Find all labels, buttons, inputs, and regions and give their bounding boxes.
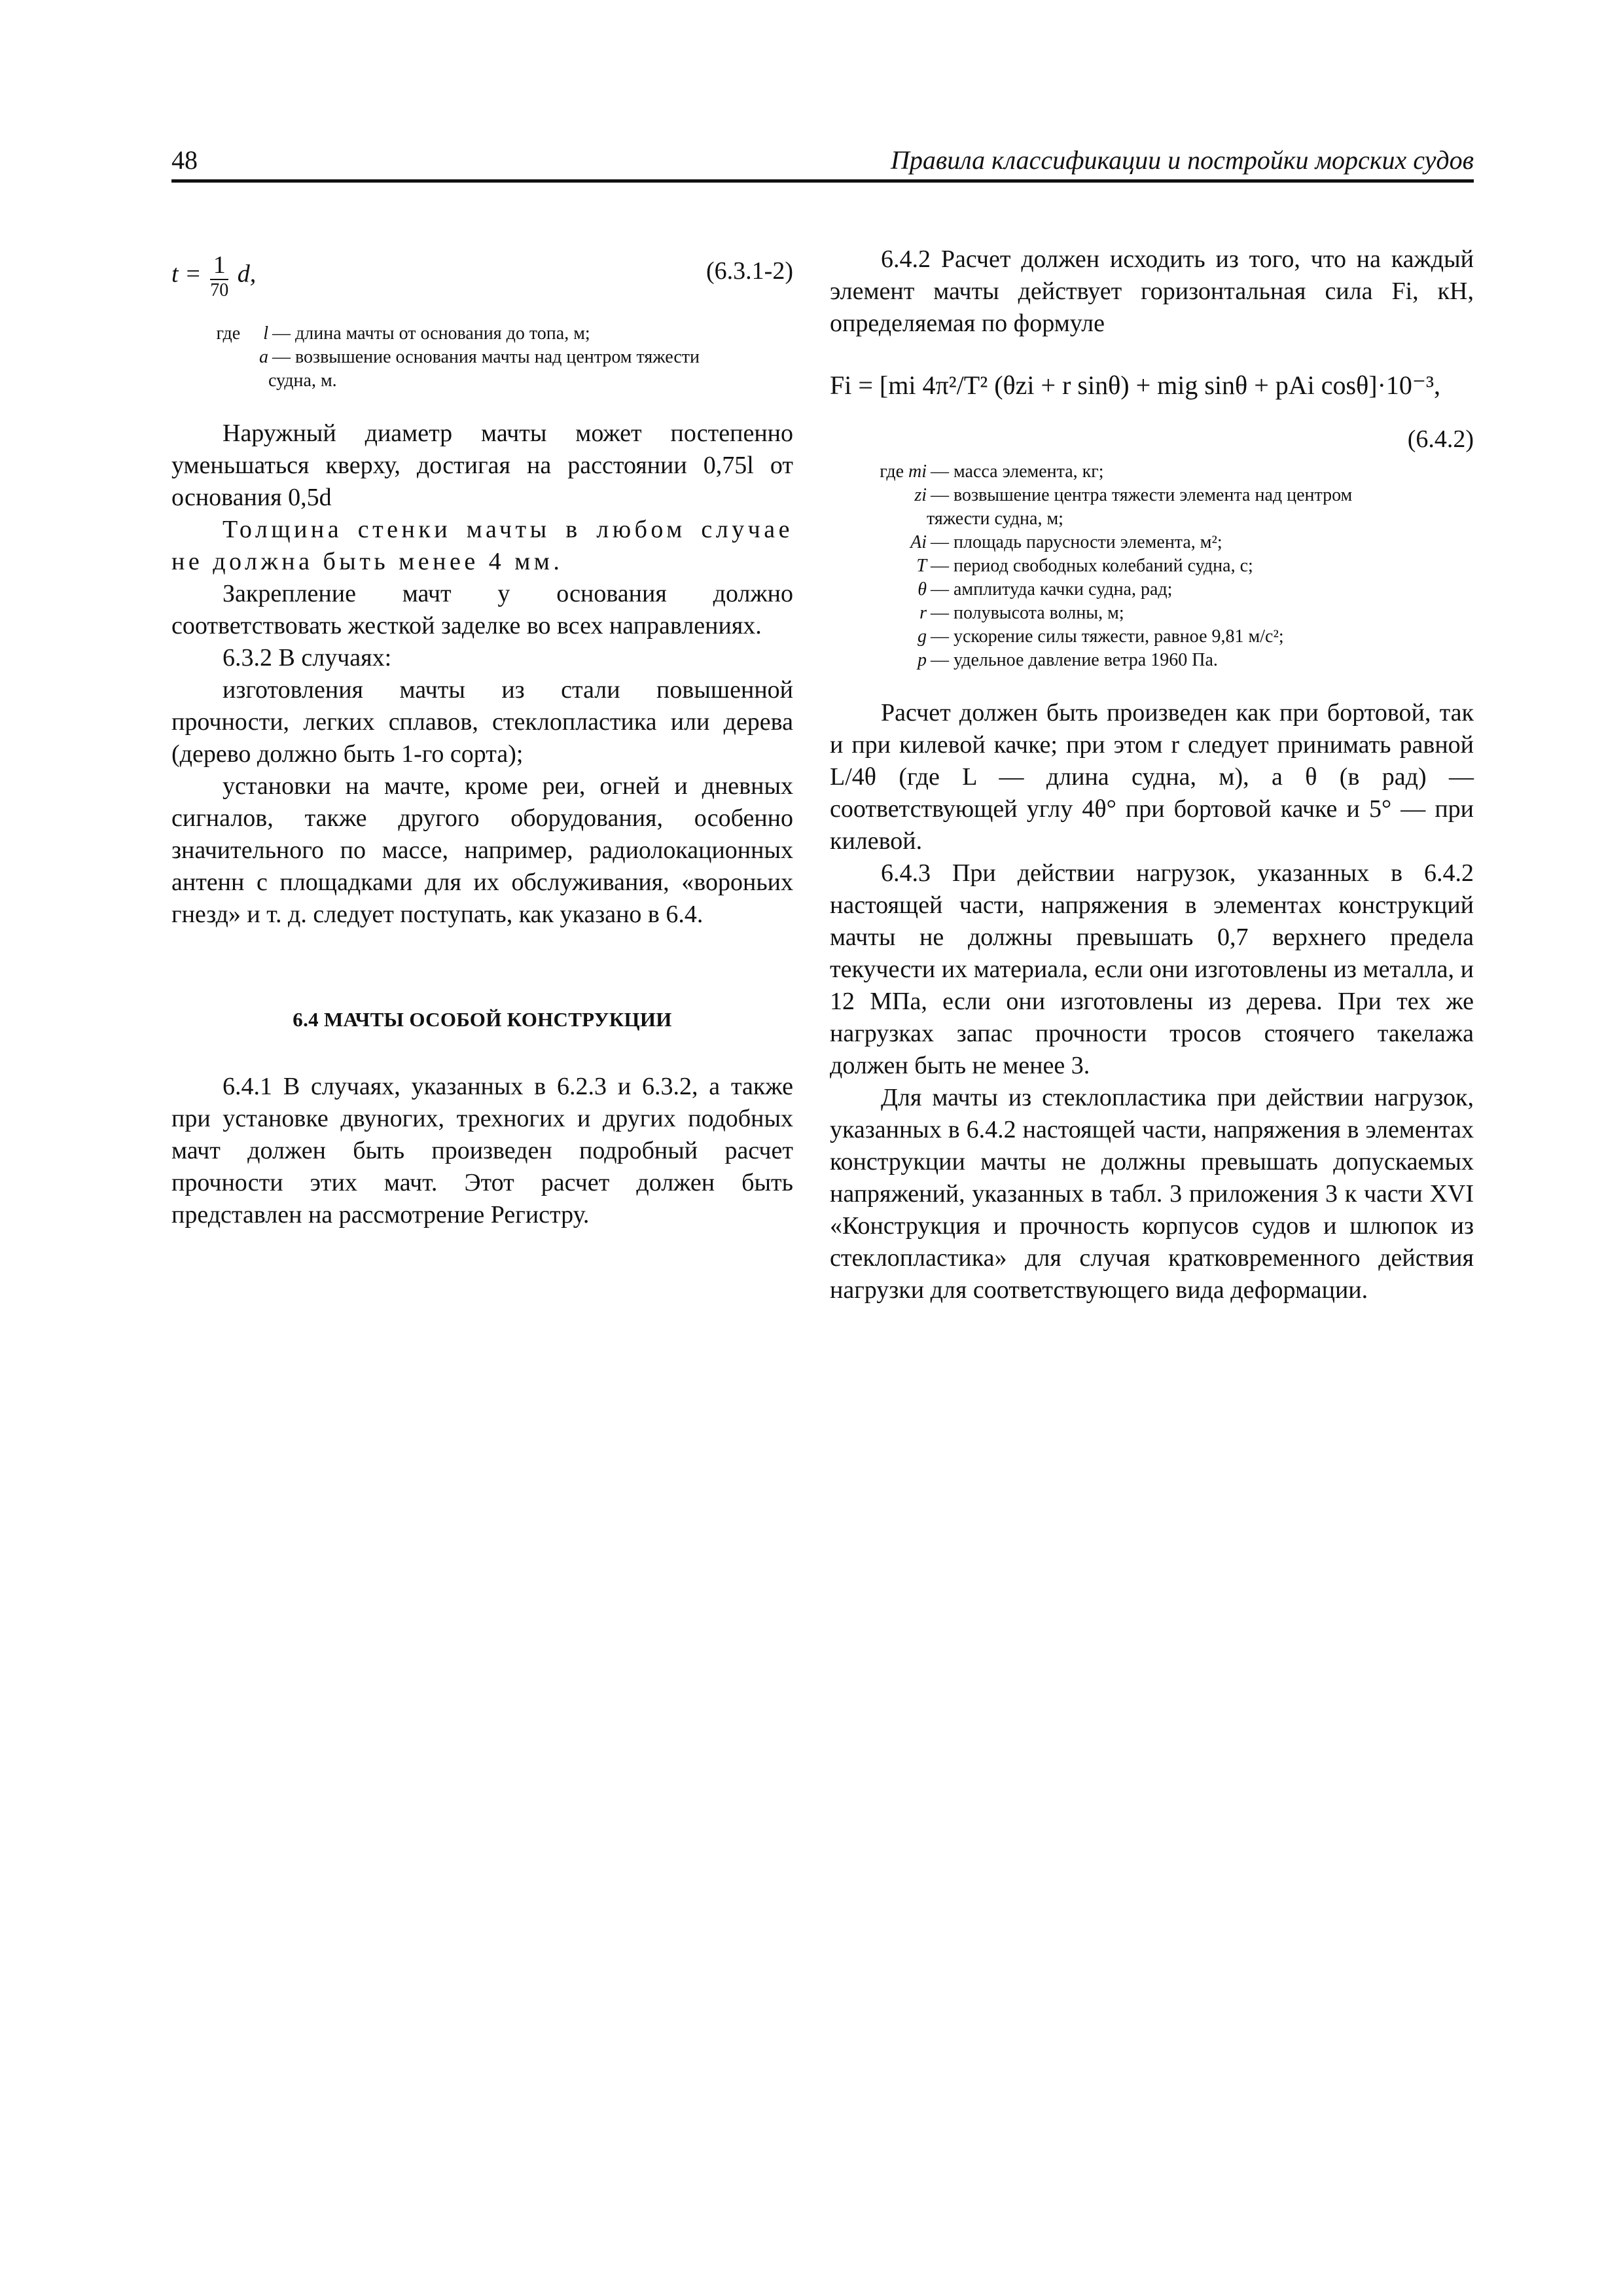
where-description: — площадь парусности элемента, м²; (931, 532, 1222, 552)
where-item (830, 554, 1474, 578)
where-symbol: a (259, 347, 268, 367)
where-item (830, 649, 1474, 672)
where-prefix: где (880, 461, 904, 482)
paragraph: 6.4.1 В случаях, указанных в 6.2.3 и 6.3.2, а также при установке двуногих, трехногих и других подобных мачт должен быть произведен подробный расчет прочности этих мачт. Этот расчет должен быть представлен на рассмотрение Регистру. (171, 1073, 793, 1229)
where-item (171, 346, 793, 369)
paragraph: Наружный диаметр мачты может постепенно уменьшаться кверху, достигая на расстоянии 0,75l от основания 0,5d (171, 420, 793, 511)
paragraph: 6.3.2 В случаях: (223, 644, 392, 672)
fraction-numerator: 1 (210, 253, 228, 280)
where-list (830, 460, 1474, 672)
where-symbol: p (918, 650, 927, 670)
where-continuation: судна, м. (268, 370, 337, 391)
where-item (830, 460, 1474, 484)
page-number: 48 (171, 145, 198, 175)
where-description: — удельное давление ветра 1960 Па. (931, 650, 1218, 670)
where-prefix: где (216, 323, 241, 344)
where-item (830, 484, 1474, 507)
where-item (830, 578, 1474, 601)
equation-number: (6.3.1-2) (706, 257, 793, 285)
where-item (830, 601, 1474, 625)
section-heading: 6.4 МАЧТЫ ОСОБОЙ КОНСТРУКЦИИ (293, 1008, 672, 1031)
where-symbol: Ai (910, 532, 927, 552)
page-header (171, 143, 1474, 183)
equation-6-4-2 (830, 363, 1474, 453)
equation-6-3-1-2 (171, 243, 793, 302)
equation-number: (6.4.2) (1407, 425, 1474, 453)
where-symbol: g (918, 626, 927, 647)
where-list (171, 322, 793, 393)
where-symbol: r (919, 603, 927, 623)
left-column (171, 243, 793, 1231)
paragraph: 6.4.3 При действии нагрузок, указанных в 6.4.2 настоящей части, напряжения в элементах конструкций мачты не должны превышать 0,7 верхнего предела текучести их материала, если они изготовлены из металла, и 12 МПа, если они изготовлены из дерева. При тех же нагрузках запас прочности тросов стоячего такелажа должен быть не менее 3. (830, 859, 1474, 1079)
where-item (830, 625, 1474, 649)
equation-body (171, 253, 256, 300)
equation-fraction (210, 253, 228, 300)
right-column (830, 243, 1474, 1306)
where-continuation: тяжести судна, м; (927, 509, 1063, 529)
where-symbol: T (916, 556, 927, 576)
fraction-denominator: 70 (210, 280, 229, 300)
where-description: — амплитуда качки судна, рад; (931, 579, 1173, 600)
where-description: — возвышение центра тяжести элемента над центром (931, 485, 1353, 505)
where-description: — возвышение основания мачты над центром тяжести (272, 347, 700, 367)
paragraph: Расчет должен быть произведен как при бортовой, так и при килевой качке; при этом r следует принимать равной L/4θ (где L — длина судна, м), а θ (в рад) — соответствующей углу 4θ° при бортовой качке и 5° — при килевой. (830, 699, 1474, 855)
where-symbol: θ (918, 579, 927, 600)
where-symbol: zi (914, 485, 927, 505)
where-description: — полувысота волны, м; (931, 603, 1124, 623)
where-symbol: l (263, 323, 268, 344)
where-item (830, 531, 1474, 554)
paragraph: 6.4.2 Расчет должен исходить из того, что на каждый элемент мачты действует горизонтальная сила Fi, кН, определяемая по формуле (830, 245, 1474, 337)
running-title: Правила классификации и постройки морских судов (890, 145, 1474, 175)
paragraph: Для мачты из стеклопластика при действии нагрузок, указанных в 6.4.2 настоящей части, напряжения в элементах конструкции мачты не должны превышать допускаемых напряжений, указанных в табл. 3 приложения 3 к части XVI «Конструкция и прочность корпусов судов и шлюпок из стеклопластика» для случая кратковременного действия нагрузки для соответствующего вида деформации. (830, 1084, 1474, 1304)
paragraph: Закрепление мачт у основания должно соответствовать жесткой заделке во всех направлениях. (171, 580, 793, 639)
equation-rhs: d, (237, 260, 257, 288)
where-description: — длина мачты от основания до топа, м; (272, 323, 590, 344)
paragraph: изготовления мачты из стали повышенной прочности, легких сплавов, стеклопластика или дерева (дерево должно быть 1-го сорта); (171, 676, 793, 768)
where-description: — период свободных колебаний судна, с; (931, 556, 1253, 576)
paragraph: Толщина стенки мачты в любом случае не должна быть менее 4 мм. (171, 516, 793, 575)
paragraph: установки на мачте, кроме реи, огней и дневных сигналов, также другого оборудования, особенно значительного по массе, например, радиолокационных антенн с площадками для их обслуживания, «вороньих гнезд» и т. д. следует поступать, как указано в 6.4. (171, 772, 793, 928)
formula-text: Fi = [mi 4π²/T² (θzi + r sinθ) + mig sinθ + pAi cosθ]·10⁻³, (830, 370, 1440, 400)
where-symbol: mi (908, 461, 927, 482)
equation-lhs: t = (171, 260, 202, 288)
where-description: — масса элемента, кг; (931, 461, 1104, 482)
where-description: — ускорение силы тяжести, равное 9,81 м/с²; (931, 626, 1284, 647)
where-item (171, 322, 793, 346)
